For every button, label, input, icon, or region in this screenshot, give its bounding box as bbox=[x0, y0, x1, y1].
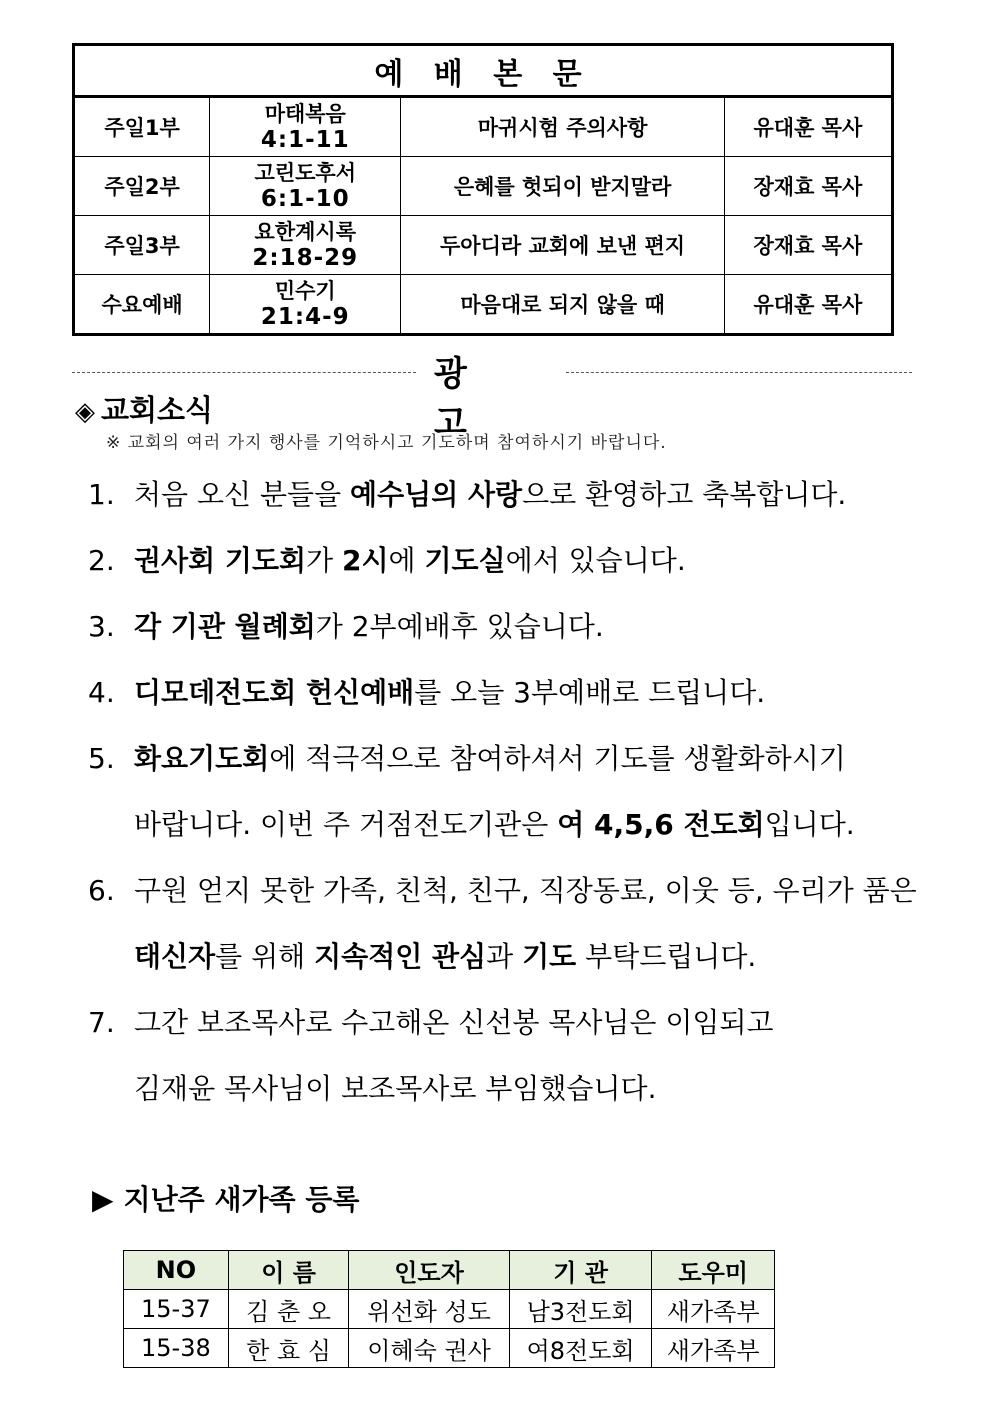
emphasized-text: 2시 bbox=[342, 544, 389, 577]
item-number: 6. bbox=[88, 874, 115, 907]
sermon-title: 마귀시험 주의사항 bbox=[401, 97, 724, 157]
announcement-list bbox=[88, 462, 928, 1122]
column-header: 이 름 bbox=[228, 1251, 349, 1290]
registration-table bbox=[123, 1250, 775, 1368]
item-text: 구원 얻지 못한 가족, 친척, 친구, 직장동료, 이웃 등, 우리가 품은 bbox=[134, 874, 917, 907]
news-note: ※ 교회의 여러 가지 행사를 기억하시고 기도하며 참여하시기 바랍니다. bbox=[106, 433, 667, 453]
item-text: 를 오늘 3부예배로 드립니다. bbox=[414, 676, 766, 709]
announcement-item bbox=[88, 594, 928, 660]
sermon-title: 마음대로 되지 않을 때 bbox=[401, 275, 724, 335]
worship-row bbox=[74, 216, 893, 275]
worship-row bbox=[74, 275, 893, 335]
scripture-book: 민수기 bbox=[274, 279, 336, 303]
announcement-item bbox=[88, 1056, 928, 1122]
worship-title: 예 배 본 문 bbox=[74, 45, 893, 97]
item-text: 에 bbox=[388, 544, 425, 577]
registration-title-text: 지난주 새가족 등록 bbox=[123, 1183, 360, 1216]
service-name: 수요예배 bbox=[74, 275, 210, 335]
item-text: 입니다. bbox=[764, 808, 855, 841]
divider-left bbox=[72, 372, 416, 373]
table-cell: 15-37 bbox=[124, 1290, 229, 1329]
item-number: 1. bbox=[88, 478, 115, 511]
emphasized-text: 여 4,5,6 전도회 bbox=[557, 808, 765, 841]
worship-row bbox=[74, 157, 893, 216]
preacher-name: 유대훈 목사 bbox=[724, 275, 892, 335]
table-cell: 한 효 심 bbox=[228, 1329, 349, 1368]
column-header: 기 관 bbox=[509, 1251, 652, 1290]
service-name: 주일1부 bbox=[74, 97, 210, 157]
item-number: 5. bbox=[88, 742, 115, 775]
item-number: 3. bbox=[88, 610, 115, 643]
table-cell: 위선화 성도 bbox=[349, 1290, 509, 1329]
ads-title: 광고 bbox=[434, 354, 497, 443]
emphasized-text: 기도실 bbox=[424, 544, 506, 577]
table-cell: 남3전도회 bbox=[509, 1290, 652, 1329]
table-cell: 이혜숙 권사 bbox=[349, 1329, 509, 1368]
table-cell: 김 춘 오 bbox=[228, 1290, 349, 1329]
column-header: 인도자 bbox=[349, 1251, 509, 1290]
scripture-cell bbox=[210, 157, 401, 216]
item-text: 김재윤 목사님이 보조목사로 부임했습니다. bbox=[134, 1072, 657, 1105]
scripture-cell bbox=[210, 275, 401, 335]
scripture-book: 요한계시록 bbox=[254, 220, 356, 244]
table-cell: 15-38 bbox=[124, 1329, 229, 1368]
announcement-item bbox=[88, 792, 928, 858]
item-text: 바랍니다. 이번 주 거점전도기관은 bbox=[134, 808, 558, 841]
column-header: 도우미 bbox=[652, 1251, 775, 1290]
table-cell: 여8전도회 bbox=[509, 1329, 652, 1368]
divider-right bbox=[566, 372, 912, 373]
table-cell: 새가족부 bbox=[652, 1329, 775, 1368]
announcement-item bbox=[88, 528, 928, 594]
table-cell: 새가족부 bbox=[652, 1290, 775, 1329]
sermon-title: 은혜를 헛되이 받지말라 bbox=[401, 157, 724, 216]
item-number: 7. bbox=[88, 1006, 115, 1039]
emphasized-text: 화요기도회 bbox=[134, 742, 270, 775]
column-header: NO bbox=[124, 1251, 229, 1290]
item-text: 에 적극적으로 참여하셔서 기도를 생활화하시기 bbox=[269, 742, 846, 775]
scripture-book: 고린도후서 bbox=[254, 161, 356, 185]
item-text: 으로 환영하고 축복합니다. bbox=[522, 478, 847, 511]
table-row bbox=[124, 1329, 775, 1368]
announcement-item bbox=[88, 858, 928, 924]
sermon-title: 두아디라 교회에 보낸 편지 bbox=[401, 216, 724, 275]
item-text: 에서 있습니다. bbox=[505, 544, 686, 577]
preacher-name: 장재효 목사 bbox=[724, 216, 892, 275]
preacher-name: 장재효 목사 bbox=[724, 157, 892, 216]
item-text: 그간 보조목사로 수고해온 신선봉 목사님은 이임되고 bbox=[134, 1006, 774, 1039]
diamond-icon: ◈ bbox=[75, 397, 95, 427]
registration-heading bbox=[92, 1178, 359, 1218]
emphasized-text: 각 기관 월례회 bbox=[134, 610, 316, 643]
news-title-text: 교회소식 bbox=[101, 393, 214, 427]
item-number: 2. bbox=[88, 544, 115, 577]
preacher-name: 유대훈 목사 bbox=[724, 97, 892, 157]
announcement-item bbox=[88, 990, 928, 1056]
scripture-ref: 6:1-10 bbox=[260, 186, 350, 212]
announcement-item bbox=[88, 660, 928, 726]
announcement-item bbox=[88, 924, 928, 990]
emphasized-text: 태신자 bbox=[134, 940, 216, 973]
scripture-book: 마태복음 bbox=[264, 102, 346, 126]
item-text: 과 bbox=[486, 940, 523, 973]
item-text: 처음 오신 분들을 bbox=[134, 478, 351, 511]
scripture-ref: 21:4-9 bbox=[260, 304, 350, 330]
emphasized-text: 디모데전도회 헌신예배 bbox=[134, 676, 415, 709]
scripture-cell bbox=[210, 216, 401, 275]
item-text: 부탁드립니다. bbox=[576, 940, 757, 973]
news-heading bbox=[75, 388, 213, 429]
announcement-item bbox=[88, 462, 928, 528]
item-number: 4. bbox=[88, 676, 115, 709]
scripture-ref: 2:18-29 bbox=[252, 245, 359, 271]
emphasized-text: 기도 bbox=[522, 940, 577, 973]
table-row bbox=[124, 1290, 775, 1329]
emphasized-text: 예수님의 사랑 bbox=[350, 478, 523, 511]
item-text: 를 위해 bbox=[215, 940, 315, 973]
emphasized-text: 지속적인 관심 bbox=[314, 940, 487, 973]
scripture-ref: 4:1-11 bbox=[260, 127, 350, 153]
worship-table bbox=[72, 43, 894, 336]
play-triangle-icon: ▶ bbox=[92, 1183, 114, 1216]
service-name: 주일2부 bbox=[74, 157, 210, 216]
item-text: 가 2부예배후 있습니다. bbox=[315, 610, 604, 643]
emphasized-text: 권사회 기도회 bbox=[134, 544, 307, 577]
announcement-item bbox=[88, 726, 928, 792]
worship-row bbox=[74, 97, 893, 157]
service-name: 주일3부 bbox=[74, 216, 210, 275]
item-text: 가 bbox=[306, 544, 342, 577]
scripture-cell bbox=[210, 97, 401, 157]
